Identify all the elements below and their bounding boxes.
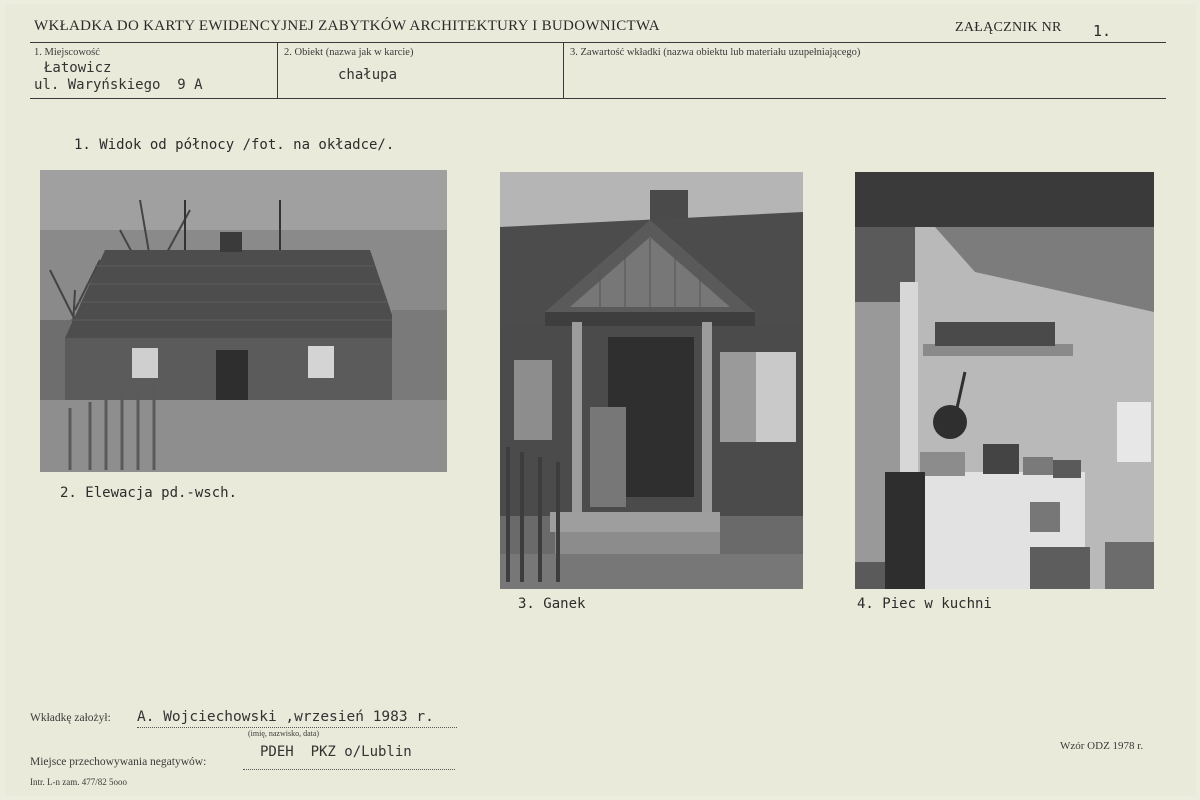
field-object-label: 2. Obiekt (nazwa jak w karcie): [284, 47, 414, 58]
field-locality-label: 1. Miejscowość: [34, 47, 100, 58]
author-value: A. Wojciechowski ,wrzesień 1983 r.: [137, 709, 434, 725]
field-locality-line2: ul. Waryńskiego 9 A: [34, 77, 203, 93]
annex-number: 1.: [1093, 22, 1112, 40]
caption-4: 4. Piec w kuchni: [857, 596, 992, 612]
author-hint: (imię, nazwisko, data): [248, 729, 320, 738]
caption-3: 3. Ganek: [518, 596, 586, 612]
field-divider-1: [277, 42, 278, 98]
form-reference: Wzór ODZ 1978 r.: [1060, 740, 1144, 752]
photo-kitchen-stove: [855, 172, 1154, 589]
header-rule-top: [30, 42, 1166, 43]
author-dotline: [137, 726, 457, 728]
photo-cottage-exterior: [40, 170, 447, 472]
field-divider-2: [563, 42, 564, 98]
field-object-value: chałupa: [338, 67, 398, 83]
annex-label: ZAŁĄCZNIK NR: [955, 20, 1062, 35]
caption-1: 1. Widok od północy /fot. na okładce/.: [74, 137, 395, 153]
field-locality-line1: Łatowicz: [44, 60, 112, 76]
caption-2: 2. Elewacja pd.-wsch.: [60, 485, 238, 501]
author-label: Wkładkę założył:: [30, 712, 111, 724]
header-rule-bottom: [30, 98, 1166, 99]
photo-porch: [500, 172, 803, 589]
field-contents-label: 3. Zawartość wkładki (nazwa obiektu lub materiału uzupełniającego): [570, 47, 861, 58]
form-title: WKŁADKA DO KARTY EWIDENCYJNEJ ZABYTKÓW ARCHITEKTURY I BUDOWNICTWA: [34, 18, 660, 34]
storage-label: Miejsce przechowywania negatywów:: [30, 756, 207, 768]
storage-dotline: [243, 768, 455, 770]
print-reference: Intr. L-n zam. 477/82 5ooo: [30, 777, 127, 787]
storage-value: PDEH PKZ o/Lublin: [260, 744, 412, 760]
